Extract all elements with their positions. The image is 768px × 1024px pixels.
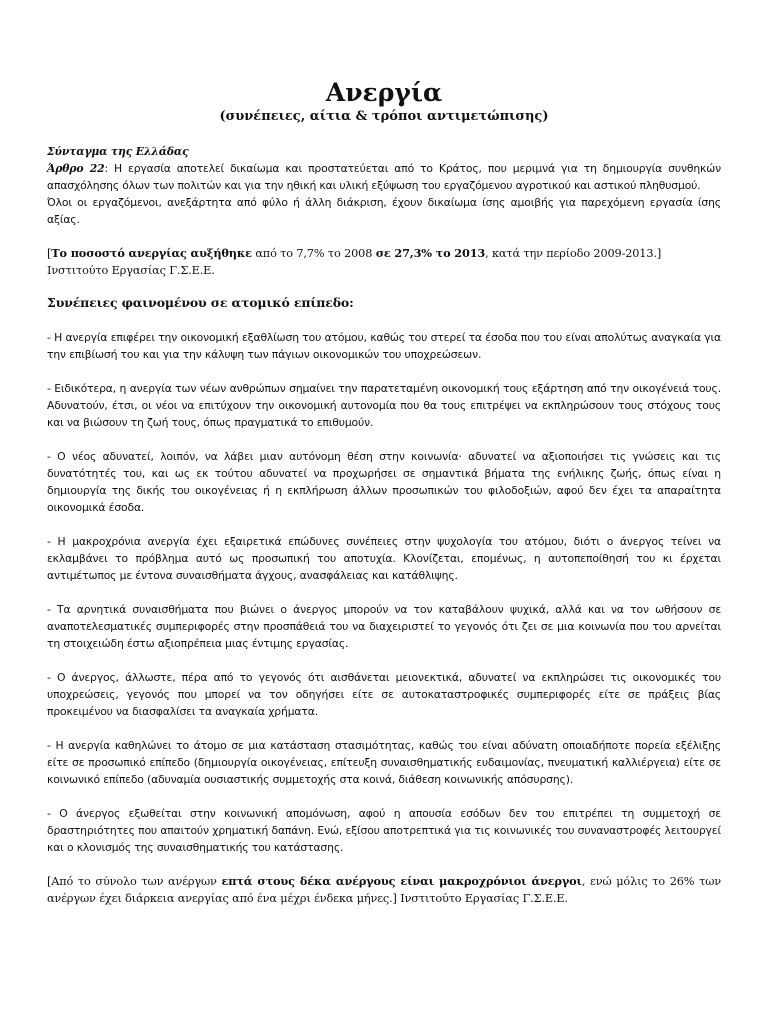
consequence-paragraph: - Ειδικότερα, η ανεργία των νέων ανθρώπων σημαίνει την παρατεταμένη οικονομική τους εξάρτηση από την οικογένειά τους. Αδυνατούν, έτσι, οι νέοι να επιτύχουν την οικονομική αυτονομία που θα τους επιτρέψει να εκπληρώσουν τους στόχους τους και να βιώσουν τη ζωή τους, όπως πραγματικά το επιθυμούν.	[47, 382, 721, 429]
consequences-list	[47, 312, 721, 856]
stat-long-term-unemployed: [Από το σύνολο των ανέργων επτά στους δέκα ανέργους είναι μακροχρόνιοι άνεργοι, ενώ μόλις το 26% των ανέργων έχει διάρκεια ανεργίας από ένα μέχρι ένδεκα μήνες.] Ινστιτούτο Εργασίας Γ.Σ.Ε.Ε.	[47, 874, 721, 905]
section-heading: Συνέπειες φαινομένου σε ατομικό επίπεδο:	[47, 295, 354, 310]
constitution-heading: Σύνταγμα της Ελλάδας	[47, 145, 189, 158]
stat-unemployment-rate: [Το ποσοστό ανεργίας αυξήθηκε από το 7,7% το 2008 σε 27,3% το 2013, κατά την περίοδο 2009-2013.] Ινστιτούτο Εργασίας Γ.Σ.Ε.Ε.	[47, 246, 662, 277]
consequence-paragraph: - Τα αρνητικά συναισθήματα που βιώνει ο άνεργος μπορούν να τον καταβάλουν ψυχικά, αλλά και να τον ωθήσουν σε αναποτελεσματικές συμπεριφορές στην προσπάθειά του να διαχειριστεί το γεγονός ότι ζει σε μια κοινωνία που του αρνείται τη στοιχειώδη έστω αξιοπρέπεια μιας έντιμης εργασίας.	[47, 603, 721, 650]
page-title: Ανεργία	[325, 78, 443, 107]
consequence-paragraph: - Ο άνεργος εξωθείται στην κοινωνική απομόνωση, αφού η απουσία εσόδων δεν του επιτρέπει τη συμμετοχή σε δραστηριότητες που απαιτούν χρηματική δαπάνη. Ενώ, εξίσου αποτρεπτικά για τις κοινωνικές του συναναστροφές λειτουργεί και ο κλονισμός της συναισθηματικής του κατάστασης.	[47, 807, 721, 854]
article-22: Άρθρο 22: Η εργασία αποτελεί δικαίωμα και προστατεύεται από το Κράτος, που μεριμνά για τη δημιουργία συνθηκών απασχόλησης όλων των πολιτών και για την ηθική και υλική εξύψωση του εργαζόμενου αγροτικού και αστικού πληθυσμού.	[47, 162, 721, 192]
consequence-paragraph: - Η ανεργία επιφέρει την οικονομική εξαθλίωση του ατόμου, καθώς του στερεί τα έσοδα που του είναι απολύτως αναγκαία για την επιβίωσή του και για την κάλυψη των πάγιων οικονομικών του υποχρεώσεων.	[47, 331, 721, 361]
consequence-paragraph: - Ο νέος αδυνατεί, λοιπόν, να λάβει μιαν αυτόνομη θέση στην κοινωνία· αδυνατεί να αξιοποιήσει τις γνώσεις και τις δυνατότητές του, και ως εκ τούτου αδυνατεί να προχωρήσει σε σημαντικά βήματα της ενήλικης ζωής, όπως είναι η δημιουργία της δικής του οικογένειας ή η εκπλήρωση άλλων προσωπικών του φιλοδοξιών, αφού δεν έχει τα απαραίτητα οικονομικά έσοδα.	[47, 450, 721, 514]
consequence-paragraph: - Η ανεργία καθηλώνει το άτομο σε μια κατάσταση στασιμότητας, καθώς του είναι αδύνατη οποιαδήποτε πορεία εξέλιξης είτε σε προσωπικό επίπεδο (δημιουργία οικογένειας, επίτευξη συναισθηματικής ευδαιμονίας, πνευματική καλλιέργεια) είτε σε κοινωνικό επίπεδο (αδυναμία ουσιαστικής συμμετοχής στα κοινά, διάθεση κοινωνικής απόσυρσης).	[47, 739, 721, 786]
consequence-paragraph: - Ο άνεργος, άλλωστε, πέρα από το γεγονός ότι αισθάνεται μειονεκτικά, αδυνατεί να εκπληρώσει τις οικονομικές του υποχρεώσεις, γεγονός που μπορεί να τον οδηγήσει είτε σε αυτοκαταστροφικές συμπεριφορές είτε σε πράξεις βίας προκειμένου να διασφαλίσει τα αναγκαία χρήματα.	[47, 671, 721, 718]
equal-pay-text: Όλοι οι εργαζόμενοι, ανεξάρτητα από φύλο ή άλλη διάκριση, έχουν δικαίωμα ίσης αμοιβής για παρεχόμενη εργασία ίσης αξίας.	[47, 196, 721, 226]
document-page	[47, 78, 721, 907]
page-subtitle: (συνέπειες, αίτια & τρόποι αντιμετώπισης)	[219, 109, 549, 124]
consequence-paragraph: - Η μακροχρόνια ανεργία έχει εξαιρετικά επώδυνες συνέπειες στην ψυχολογία του ατόμου, διότι ο άνεργος τείνει να εκλαμβάνει το πρόβλημα αυτό ως προσωπική του αποτυχία. Κλονίζεται, επομένως, η αυτοπεποίθησή του κι έρχεται αντιμέτωπος με έντονα συναισθήματα άγχους, ανασφάλειας και κατάθλιψης.	[47, 535, 721, 582]
